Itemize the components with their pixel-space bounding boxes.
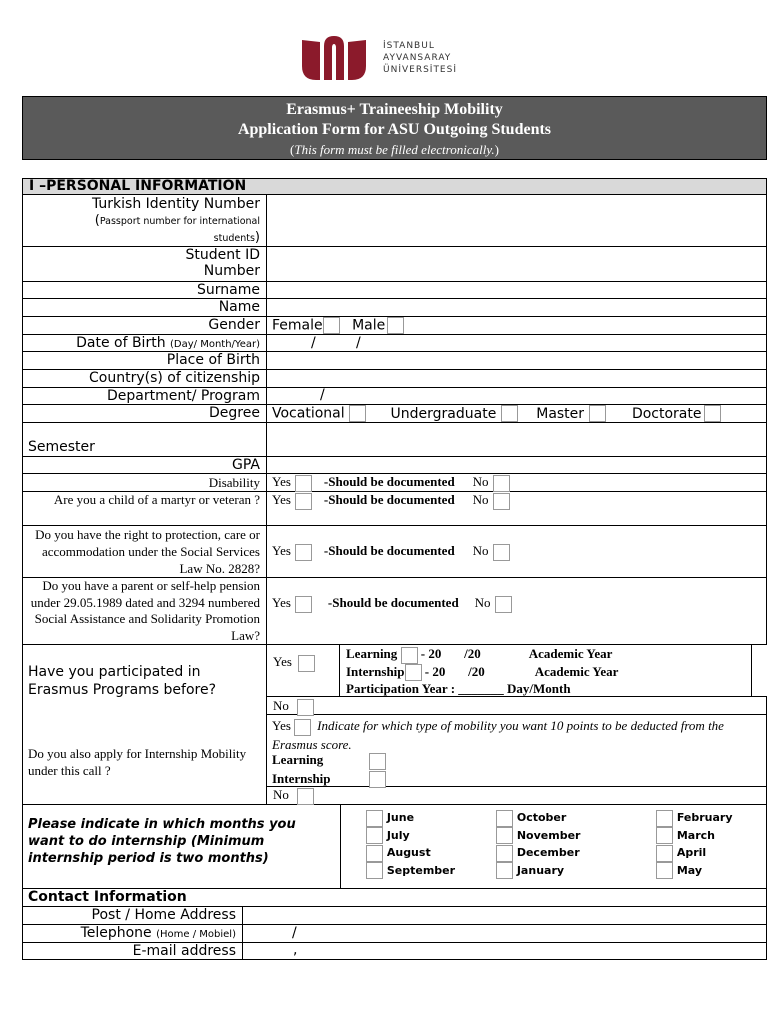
protection-no-checkbox[interactable]: [493, 544, 510, 561]
gpa-input[interactable]: [268, 458, 764, 472]
uni-line2: AYVANSARAY: [383, 53, 452, 63]
month-may: May: [676, 863, 703, 877]
disability-documented: -Should be documented: [323, 474, 455, 489]
citizenship-label: Country(s) of citizenship: [89, 370, 260, 386]
martyr-label: Are you a child of a martyr or veteran ?: [53, 492, 260, 507]
male-label: Male: [352, 317, 386, 334]
undergraduate-checkbox[interactable]: [501, 405, 518, 422]
department-label: Department/ Program: [107, 388, 260, 404]
telephone-note: (Home / Mobiel): [156, 929, 236, 940]
month-november: November: [516, 828, 581, 842]
month-february: February: [676, 811, 733, 824]
protection-yes-checkbox[interactable]: [295, 544, 312, 561]
pension-label: Do you have a parent or self-help pension under 29.05.1989 dated and 3294 numbered Social Assistance and Solidarity Promotion Law?: [30, 578, 260, 643]
address-label: Post / Home Address: [91, 907, 236, 923]
apply-internship-checkbox[interactable]: [369, 771, 386, 788]
pension-no-label: No: [474, 595, 491, 610]
semester-input[interactable]: [268, 424, 764, 455]
month-september: September: [386, 863, 456, 877]
male-checkbox[interactable]: [387, 317, 404, 334]
apply-no-label: No: [273, 787, 289, 802]
uni-line1: İSTANBUL: [383, 41, 435, 51]
erasmus-learning-year: - 20 /20: [420, 646, 481, 661]
apply-details: [272, 717, 742, 753]
disability-no-checkbox[interactable]: [493, 475, 510, 492]
dob-text: Date of Birth: [76, 335, 166, 351]
disability-yes-label: Yes: [272, 474, 291, 489]
month-september-checkbox[interactable]: [366, 862, 383, 879]
title-note: [23, 140, 766, 160]
disability-no-label: No: [472, 474, 489, 489]
tin-note-text: Passport number for international students: [99, 216, 260, 244]
erasmus-internship-year: - 20 /20: [424, 663, 485, 679]
pension-options: [272, 595, 512, 613]
tin-note-close: ): [254, 230, 260, 245]
apply-no-checkbox[interactable]: [297, 788, 314, 805]
apply-internship-label: Internship: [272, 770, 331, 786]
month-december-checkbox[interactable]: [496, 845, 513, 862]
tin-note-open: (: [94, 213, 100, 228]
erasmus-yes-checkbox[interactable]: [298, 655, 315, 672]
erasmus-learning-academic: Academic Year: [528, 646, 613, 661]
month-june-checkbox[interactable]: [366, 810, 383, 827]
degree-options: [272, 405, 721, 422]
erasmus-participation: Participation Year : _______ Day/Month: [346, 681, 571, 697]
erasmus-learning-checkbox[interactable]: [401, 647, 418, 664]
months-question: Please indicate in which months you want to do internship (Minimum internship period is two months): [28, 817, 296, 866]
citizenship-input[interactable]: [268, 371, 764, 385]
martyr-documented: -Should be documented: [323, 492, 455, 507]
vocational-checkbox[interactable]: [349, 405, 366, 422]
name-input[interactable]: [268, 300, 764, 314]
tin-input[interactable]: [268, 197, 764, 245]
months-col-3: [656, 809, 733, 879]
erasmus-yes: [273, 654, 315, 672]
university-name: [383, 40, 457, 76]
month-march: March: [676, 828, 715, 842]
contact-title: Contact Information: [28, 889, 187, 905]
martyr-no-checkbox[interactable]: [493, 493, 510, 510]
protection-no-label: No: [472, 543, 489, 558]
protection-label: Do you have the right to protection, care or accommodation under the Social Services Law No. 2828?: [35, 527, 260, 576]
erasmus-no: [273, 698, 314, 716]
address-input[interactable]: [244, 908, 764, 922]
female-checkbox[interactable]: [323, 317, 340, 334]
month-november-checkbox[interactable]: [496, 827, 513, 844]
apply-yes-checkbox[interactable]: [294, 719, 311, 736]
disability-yes-checkbox[interactable]: [295, 475, 312, 492]
note-text: This form must be filled electronically.: [294, 142, 495, 157]
title-line2: Application Form for ASU Outgoing Students: [237, 121, 552, 138]
protection-documented: -Should be documented: [323, 543, 455, 558]
month-august: August: [386, 846, 431, 859]
undergraduate-label: Undergraduate: [390, 405, 497, 422]
disability-options: [272, 474, 510, 492]
month-october-checkbox[interactable]: [496, 810, 513, 827]
martyr-yes-label: Yes: [272, 492, 291, 507]
apply-indicate: Indicate for which type of mobility you want 10 points to be deducted from the Erasmus score.: [272, 718, 724, 752]
master-label: Master: [536, 405, 585, 422]
pob-input[interactable]: [268, 353, 764, 367]
disability-label: Disability: [208, 475, 260, 490]
month-july-checkbox[interactable]: [366, 827, 383, 844]
month-december: December: [516, 846, 580, 859]
doctorate-checkbox[interactable]: [704, 405, 721, 422]
martyr-options: [272, 492, 510, 510]
protection-yes-label: Yes: [272, 543, 291, 558]
month-january-checkbox[interactable]: [496, 862, 513, 879]
month-april: April: [676, 846, 707, 859]
month-may-checkbox[interactable]: [656, 862, 673, 879]
pension-no-checkbox[interactable]: [495, 596, 512, 613]
dob-slash-1: /: [311, 335, 316, 351]
note-close: ): [494, 142, 499, 157]
erasmus-no-checkbox[interactable]: [297, 699, 314, 716]
apply-learning-checkbox[interactable]: [369, 753, 386, 770]
university-logo: [298, 32, 370, 84]
martyr-no-label: No: [472, 492, 489, 507]
dob-label: [24, 335, 260, 353]
month-march-checkbox[interactable]: [656, 827, 673, 844]
month-june: June: [386, 811, 415, 824]
tin-note: [50, 213, 260, 247]
title-banner: [22, 96, 767, 160]
dob-slash-2: /: [356, 335, 361, 351]
apply-types: [272, 751, 386, 788]
vocational-label: Vocational: [272, 405, 345, 422]
erasmus-internship-academic: Academic Year: [534, 663, 619, 679]
month-april-checkbox[interactable]: [656, 845, 673, 862]
student-id-input[interactable]: [268, 248, 764, 280]
section-personal-header: I –PERSONAL INFORMATION: [22, 178, 767, 195]
dob-note: (Day/ Month/Year): [170, 339, 260, 350]
pension-yes-label: Yes: [272, 595, 291, 610]
master-checkbox[interactable]: [589, 405, 606, 422]
pension-documented: -Should be documented: [327, 595, 459, 610]
erasmus-question: Have you participated in Erasmus Programs before?: [28, 664, 217, 698]
pob-label: Place of Birth: [166, 352, 260, 368]
doctorate-label: Doctorate: [631, 405, 702, 422]
erasmus-learning-label: Learning: [346, 646, 398, 661]
student-id-label: Student ID Number: [185, 247, 260, 279]
months-col-1: [366, 809, 455, 879]
uni-line3: ÜNİVERSİTESİ: [383, 65, 457, 75]
erasmus-internship-checkbox[interactable]: [405, 664, 422, 681]
month-february-checkbox[interactable]: [656, 810, 673, 827]
month-july: July: [386, 828, 410, 842]
pension-yes-checkbox[interactable]: [295, 596, 312, 613]
department-slash: /: [320, 387, 325, 403]
tin-label: Turkish Identity Number: [91, 196, 260, 212]
apply-yes-label: Yes: [272, 718, 291, 733]
erasmus-internship-label: Internship: [346, 663, 405, 679]
martyr-yes-checkbox[interactable]: [295, 493, 312, 510]
gpa-label: GPA: [232, 457, 260, 473]
email-comma: ,: [293, 942, 298, 958]
month-january: January: [516, 863, 565, 877]
protection-options: [272, 543, 510, 561]
email-label: E-mail address: [132, 943, 236, 959]
erasmus-yes-label: Yes: [273, 654, 292, 669]
month-august-checkbox[interactable]: [366, 845, 383, 862]
erasmus-details: [346, 646, 618, 697]
months-col-2: [496, 809, 580, 879]
telephone-text: Telephone: [80, 925, 152, 941]
gender-options: [272, 317, 404, 334]
apply-question: Do you also apply for Internship Mobility under this call ?: [28, 746, 247, 778]
name-label: Name: [218, 299, 260, 315]
telephone-label: [24, 925, 236, 943]
note-open: (: [290, 142, 295, 157]
apply-no: [273, 787, 314, 805]
apply-learning-label: Learning: [272, 752, 324, 767]
erasmus-no-label: No: [273, 698, 289, 713]
degree-label: Degree: [209, 405, 260, 421]
title-line1: Erasmus+ Traineeship Mobility: [286, 101, 503, 118]
month-october: October: [516, 811, 567, 824]
gender-label: Gender: [208, 317, 260, 333]
surname-input[interactable]: [268, 283, 764, 297]
semester-label: Semester: [28, 439, 95, 455]
female-label: Female: [272, 317, 323, 334]
telephone-slash: /: [292, 925, 297, 941]
surname-label: Surname: [197, 282, 260, 298]
